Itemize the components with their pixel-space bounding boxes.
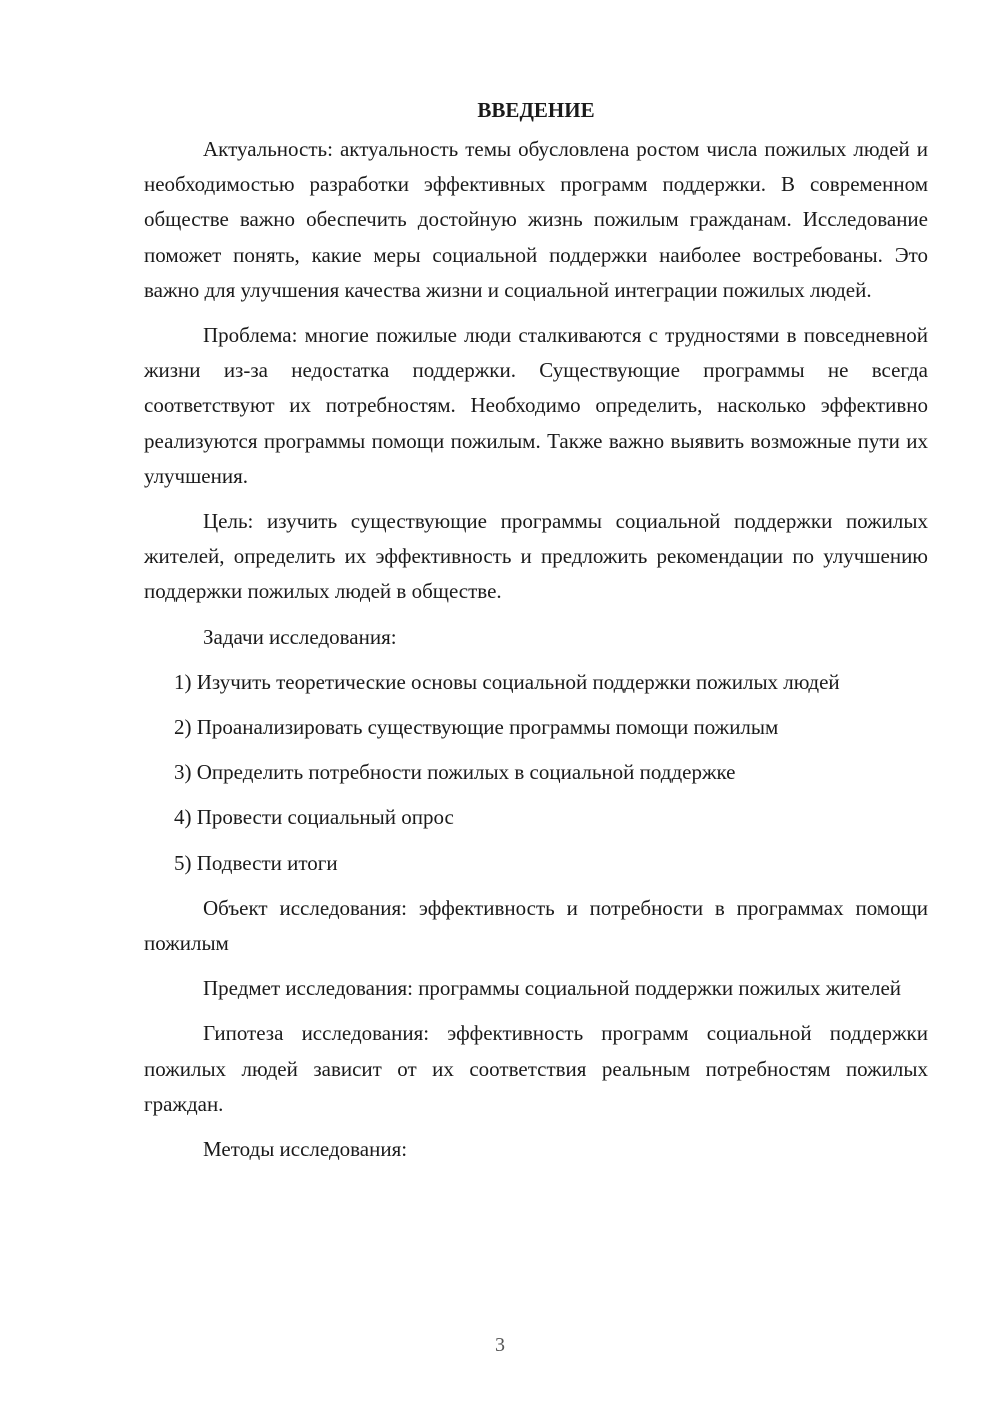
tasks-heading: Задачи исследования: xyxy=(203,624,397,649)
task-item: 3) Определить потребности пожилых в социальной поддержке xyxy=(174,760,736,785)
task-item: 4) Провести социальный опрос xyxy=(174,805,454,830)
task-item: 2) Проанализировать существующие программы помощи пожилым xyxy=(174,715,779,740)
object-paragraph: Объект исследования: эффективность и потребности в программах помощи пожилым xyxy=(144,895,928,956)
document-page xyxy=(144,92,928,1177)
relevance-paragraph: Актуальность: актуальность темы обусловлена ростом числа пожилых людей и необходимостью разработки эффективных программ поддержки. В современном обществе важно обеспечить достойную жизнь пожилым гражданам. Исследование поможет понять, какие меры социальной поддержки наиболее востребованы. Это важно для улучшения качества жизни и социальной интеграции пожилых людей. xyxy=(144,137,928,302)
goal-paragraph: Цель: изучить существующие программы социальной поддержки пожилых жителей, определить их эффективность и предложить рекомендации по улучшению поддержки пожилых людей в обществе. xyxy=(144,509,928,604)
section-title: ВВЕДЕНИЕ xyxy=(477,98,595,122)
subject-paragraph: Предмет исследования: программы социальной поддержки пожилых жителей xyxy=(203,976,902,1001)
hypothesis-paragraph: Гипотеза исследования: эффективность программ социальной поддержки пожилых людей зависит от их соответствия реальным потребностям пожилых граждан. xyxy=(144,1021,928,1116)
methods-heading: Методы исследования: xyxy=(203,1137,408,1162)
task-item: 1) Изучить теоретические основы социальной поддержки пожилых людей xyxy=(174,669,840,694)
page-number: 3 xyxy=(495,1334,505,1356)
problem-paragraph: Проблема: многие пожилые люди сталкиваются с трудностями в повседневной жизни из-за недостатка поддержки. Существующие программы не всегда соответствуют их потребностям. Необходимо определить, насколько эффективно реализуются программы помощи пожилым. Также важно выявить возможные пути их улучшения. xyxy=(144,323,928,488)
tasks-list xyxy=(144,665,928,881)
task-item: 5) Подвести итоги xyxy=(174,850,338,875)
